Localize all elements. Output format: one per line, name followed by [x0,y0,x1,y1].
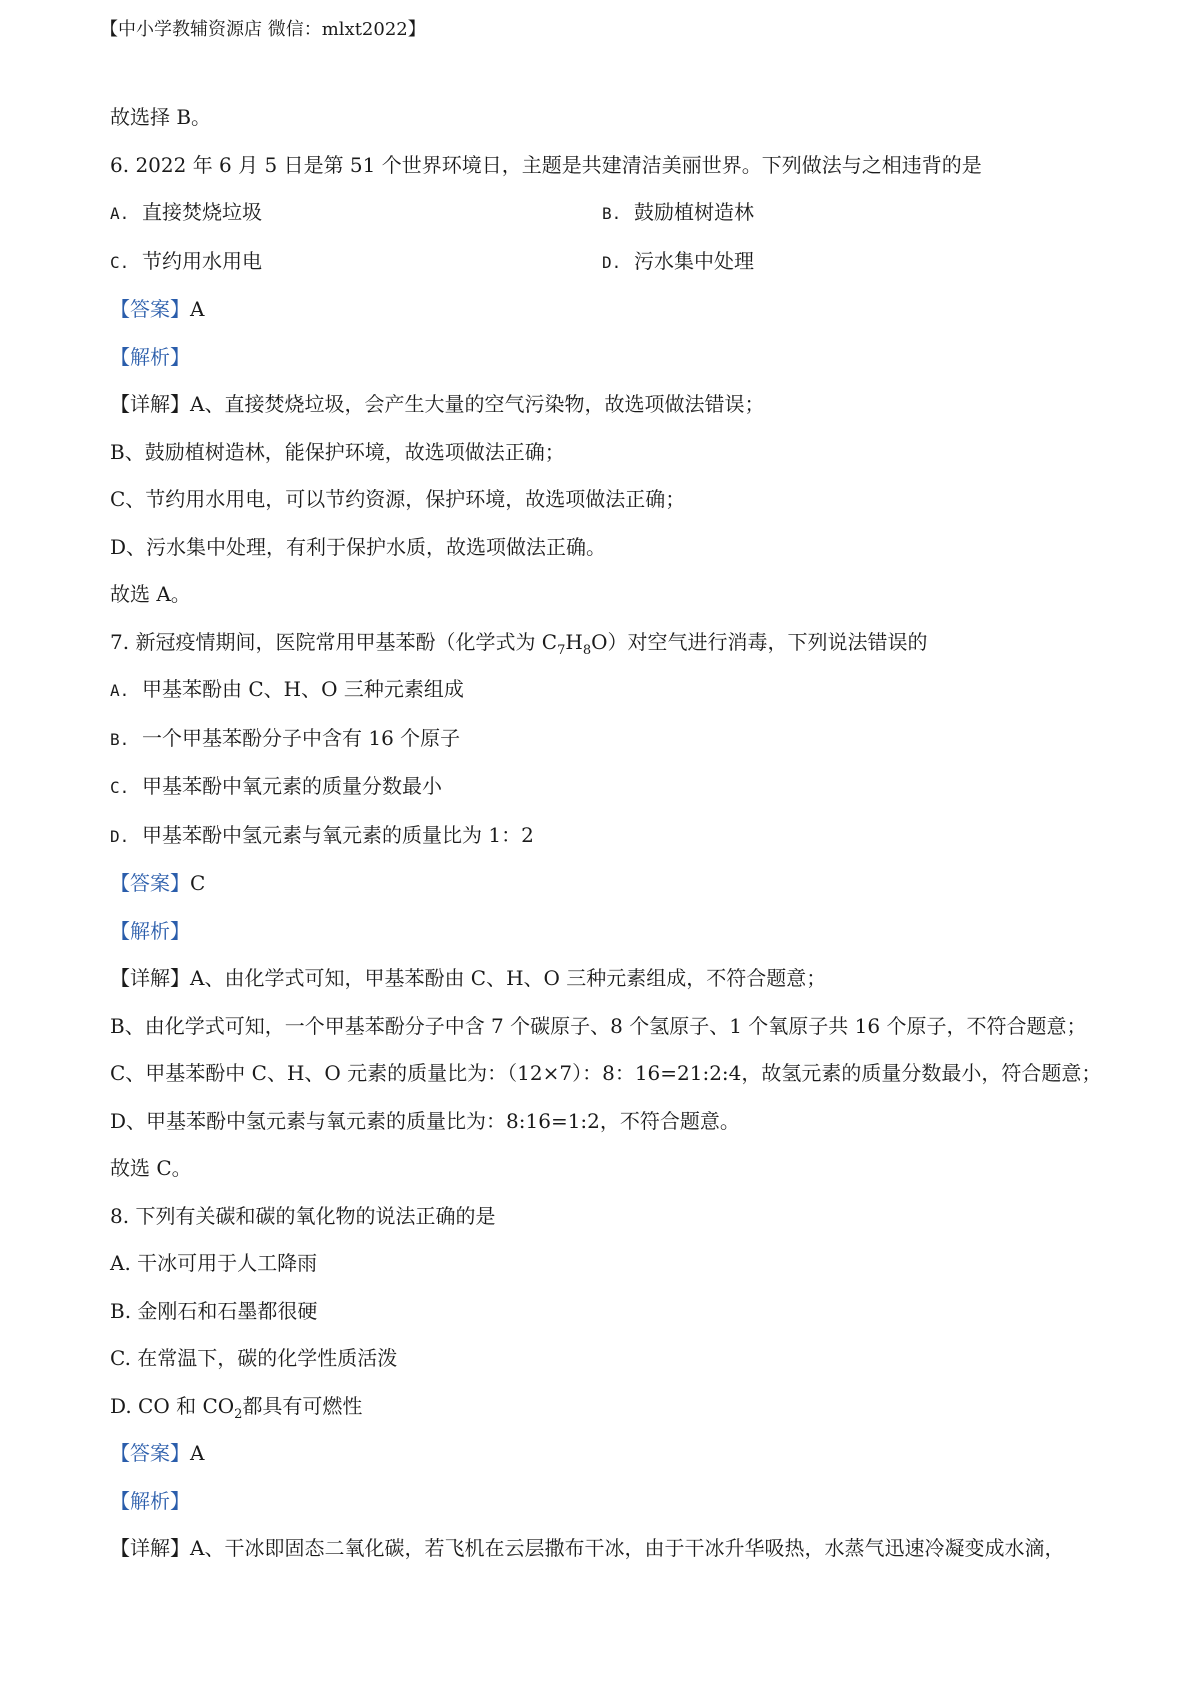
q7-detail-b: B、由化学式可知，一个甲基苯酚分子中含 7 个碳原子、8 个氢原子、1 个氧原子共 16 个原子，不符合题意； [110,1013,1087,1038]
q7-detail-a: 【详解】A、由化学式可知，甲基苯酚由 C、H、O 三种元素组成，不符合题意； [110,966,827,990]
document-body [110,94,1110,1573]
q6-options-row1 [110,189,1110,238]
q6-detail-c: C、节约用水用电，可以节约资源，保护环境，故选项做法正确； [110,487,686,511]
q8-option-b: B. 金刚石和石墨都很硬 [110,1298,318,1323]
q6-options-row2 [110,238,1110,287]
q6-detail-d: D、污水集中处理，有利于保护水质，故选项做法正确。 [110,534,607,559]
q6-option-c: C. 节约用水用电 [110,248,262,273]
q8-option-a: A. 干冰可用于人工降雨 [110,1251,318,1275]
q7-answer: 【答案】C [110,871,206,895]
q7-option-c: C. 甲基苯酚中氧元素的质量分数最小 [110,774,442,798]
q6-conclusion: 故选 A。 [110,582,191,606]
q8-option-c: C. 在常温下，碳的化学性质活泼 [110,1346,398,1370]
q7-option-d: D. 甲基苯酚中氢元素与氧元素的质量比为 1：2 [110,822,534,847]
q6-detail-a: 【详解】A、直接焚烧垃圾，会产生大量的空气污染物，故选项做法错误； [110,392,765,416]
page-header: 【中小学教辅资源店 微信：mlxt2022】 [100,19,426,40]
q8-option-d: D. CO 和 $CO_2$都具有可燃性 [110,1393,363,1422]
q6-option-b: B. 鼓励植树造林 [602,200,754,224]
q8-analysis-tag: 【解析】 [110,1488,190,1513]
q6-option-d: D. 污水集中处理 [602,248,754,273]
q7-analysis-tag: 【解析】 [110,918,190,943]
q7-conclusion: 故选 C。 [110,1156,192,1180]
q6-answer: 【答案】A [110,297,205,321]
q6-detail-b: B、鼓励植树造林，能保护环境，故选项做法正确； [110,439,565,464]
q8-detail-a: 【详解】A、干冰即固态二氧化碳，若飞机在云层撒布干冰，由于干冰升华吸热，水蒸气迅速冷凝变成水滴， [110,1536,1065,1560]
question-6: 6. 2022 年 6 月 5 日是第 51 个世界环境日，主题是共建清洁美丽世界。下列做法与之相违背的是 [110,152,982,177]
q6-analysis-tag: 【解析】 [110,344,190,369]
question-8: 8. 下列有关碳和碳的氧化物的说法正确的是 [110,1203,496,1228]
q7-option-a: A. 甲基苯酚由 C、H、O 三种元素组成 [110,677,464,701]
q8-answer: 【答案】A [110,1441,205,1465]
conclusion-prev: 故选择 B。 [110,105,212,129]
q7-detail-c: C、甲基苯酚中 C、H、O 元素的质量比为：（12×7）：8：16=21:2:4，故氢元素的质量分数最小，符合题意； [110,1061,1102,1085]
question-7: 7. 新冠疫情期间，医院常用甲基苯酚（化学式为 $C_7H_8O$）对空气进行消毒，下列说法错误的 [110,629,928,658]
q7-option-b: B. 一个甲基苯酚分子中含有 16 个原子 [110,725,461,750]
q7-detail-d: D、甲基苯酚中氢元素与氧元素的质量比为：8:16=1:2，不符合题意。 [110,1108,740,1133]
q6-option-a: A. 直接焚烧垃圾 [110,200,262,224]
